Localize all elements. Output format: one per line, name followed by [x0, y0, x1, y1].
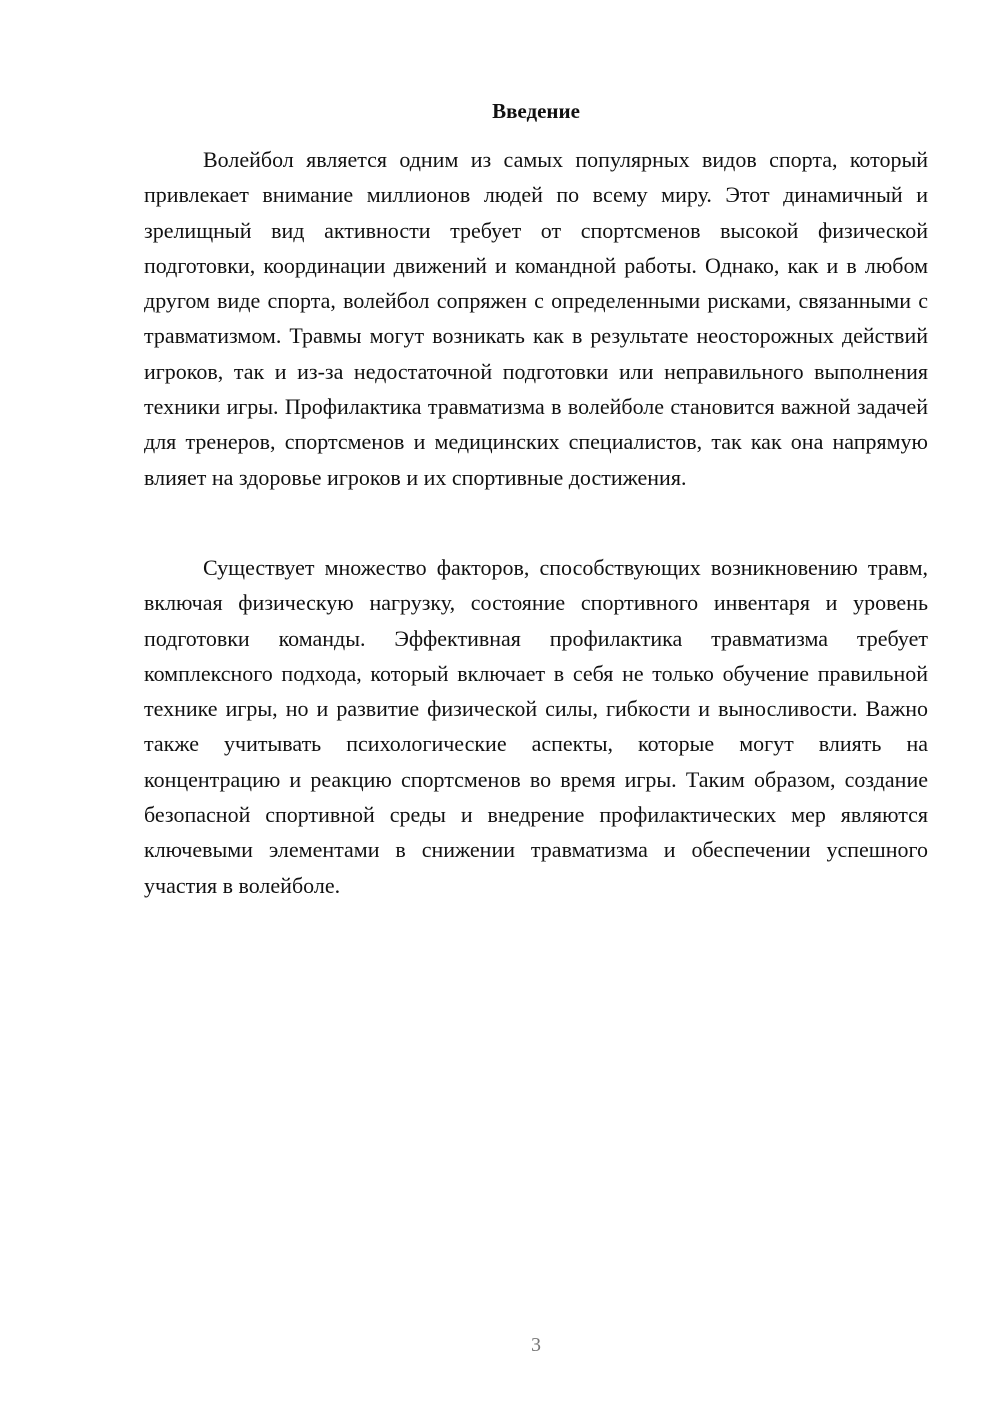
section-heading: Введение	[492, 99, 580, 123]
paragraph-2: Существует множество факторов, способствующих возникновению травм, включая физическую нагрузку, состояние спортивного инвентаря и уровень подготовки команды. Эффективная профилактика травматизма требует комплексного подхода, который включает в себя не только обучение правильной технике игры, но и развитие физической силы, гибкости и выносливости. Важно также учитывать психологические аспекты, которые могут влиять на концентрацию и реакцию спортсменов во время игры. Таким образом, создание безопасной спортивной среды и внедрение профилактических мер являются ключевыми элементами в снижении травматизма и обеспечении успешного участия в волейболе.	[144, 555, 928, 898]
page-number: 3	[531, 1334, 541, 1356]
paragraph-1: Волейбол является одним из самых популярных видов спорта, который привлекает внимание миллионов людей по всему миру. Этот динамичный и зрелищный вид активности требует от спортсменов высокой физической подготовки, координации движений и командной работы. Однако, как и в любом другом виде спорта, волейбол сопряжен с определенными рисками, связанными с травматизмом. Травмы могут возникать как в результате неосторожных действий игроков, так и из-за недостаточной подготовки или неправильного выполнения техники игры. Профилактика травматизма в волейболе становится важной задачей для тренеров, спортсменов и медицинских специалистов, так как она напрямую влияет на здоровье игроков и их спортивные достижения.	[144, 147, 928, 490]
